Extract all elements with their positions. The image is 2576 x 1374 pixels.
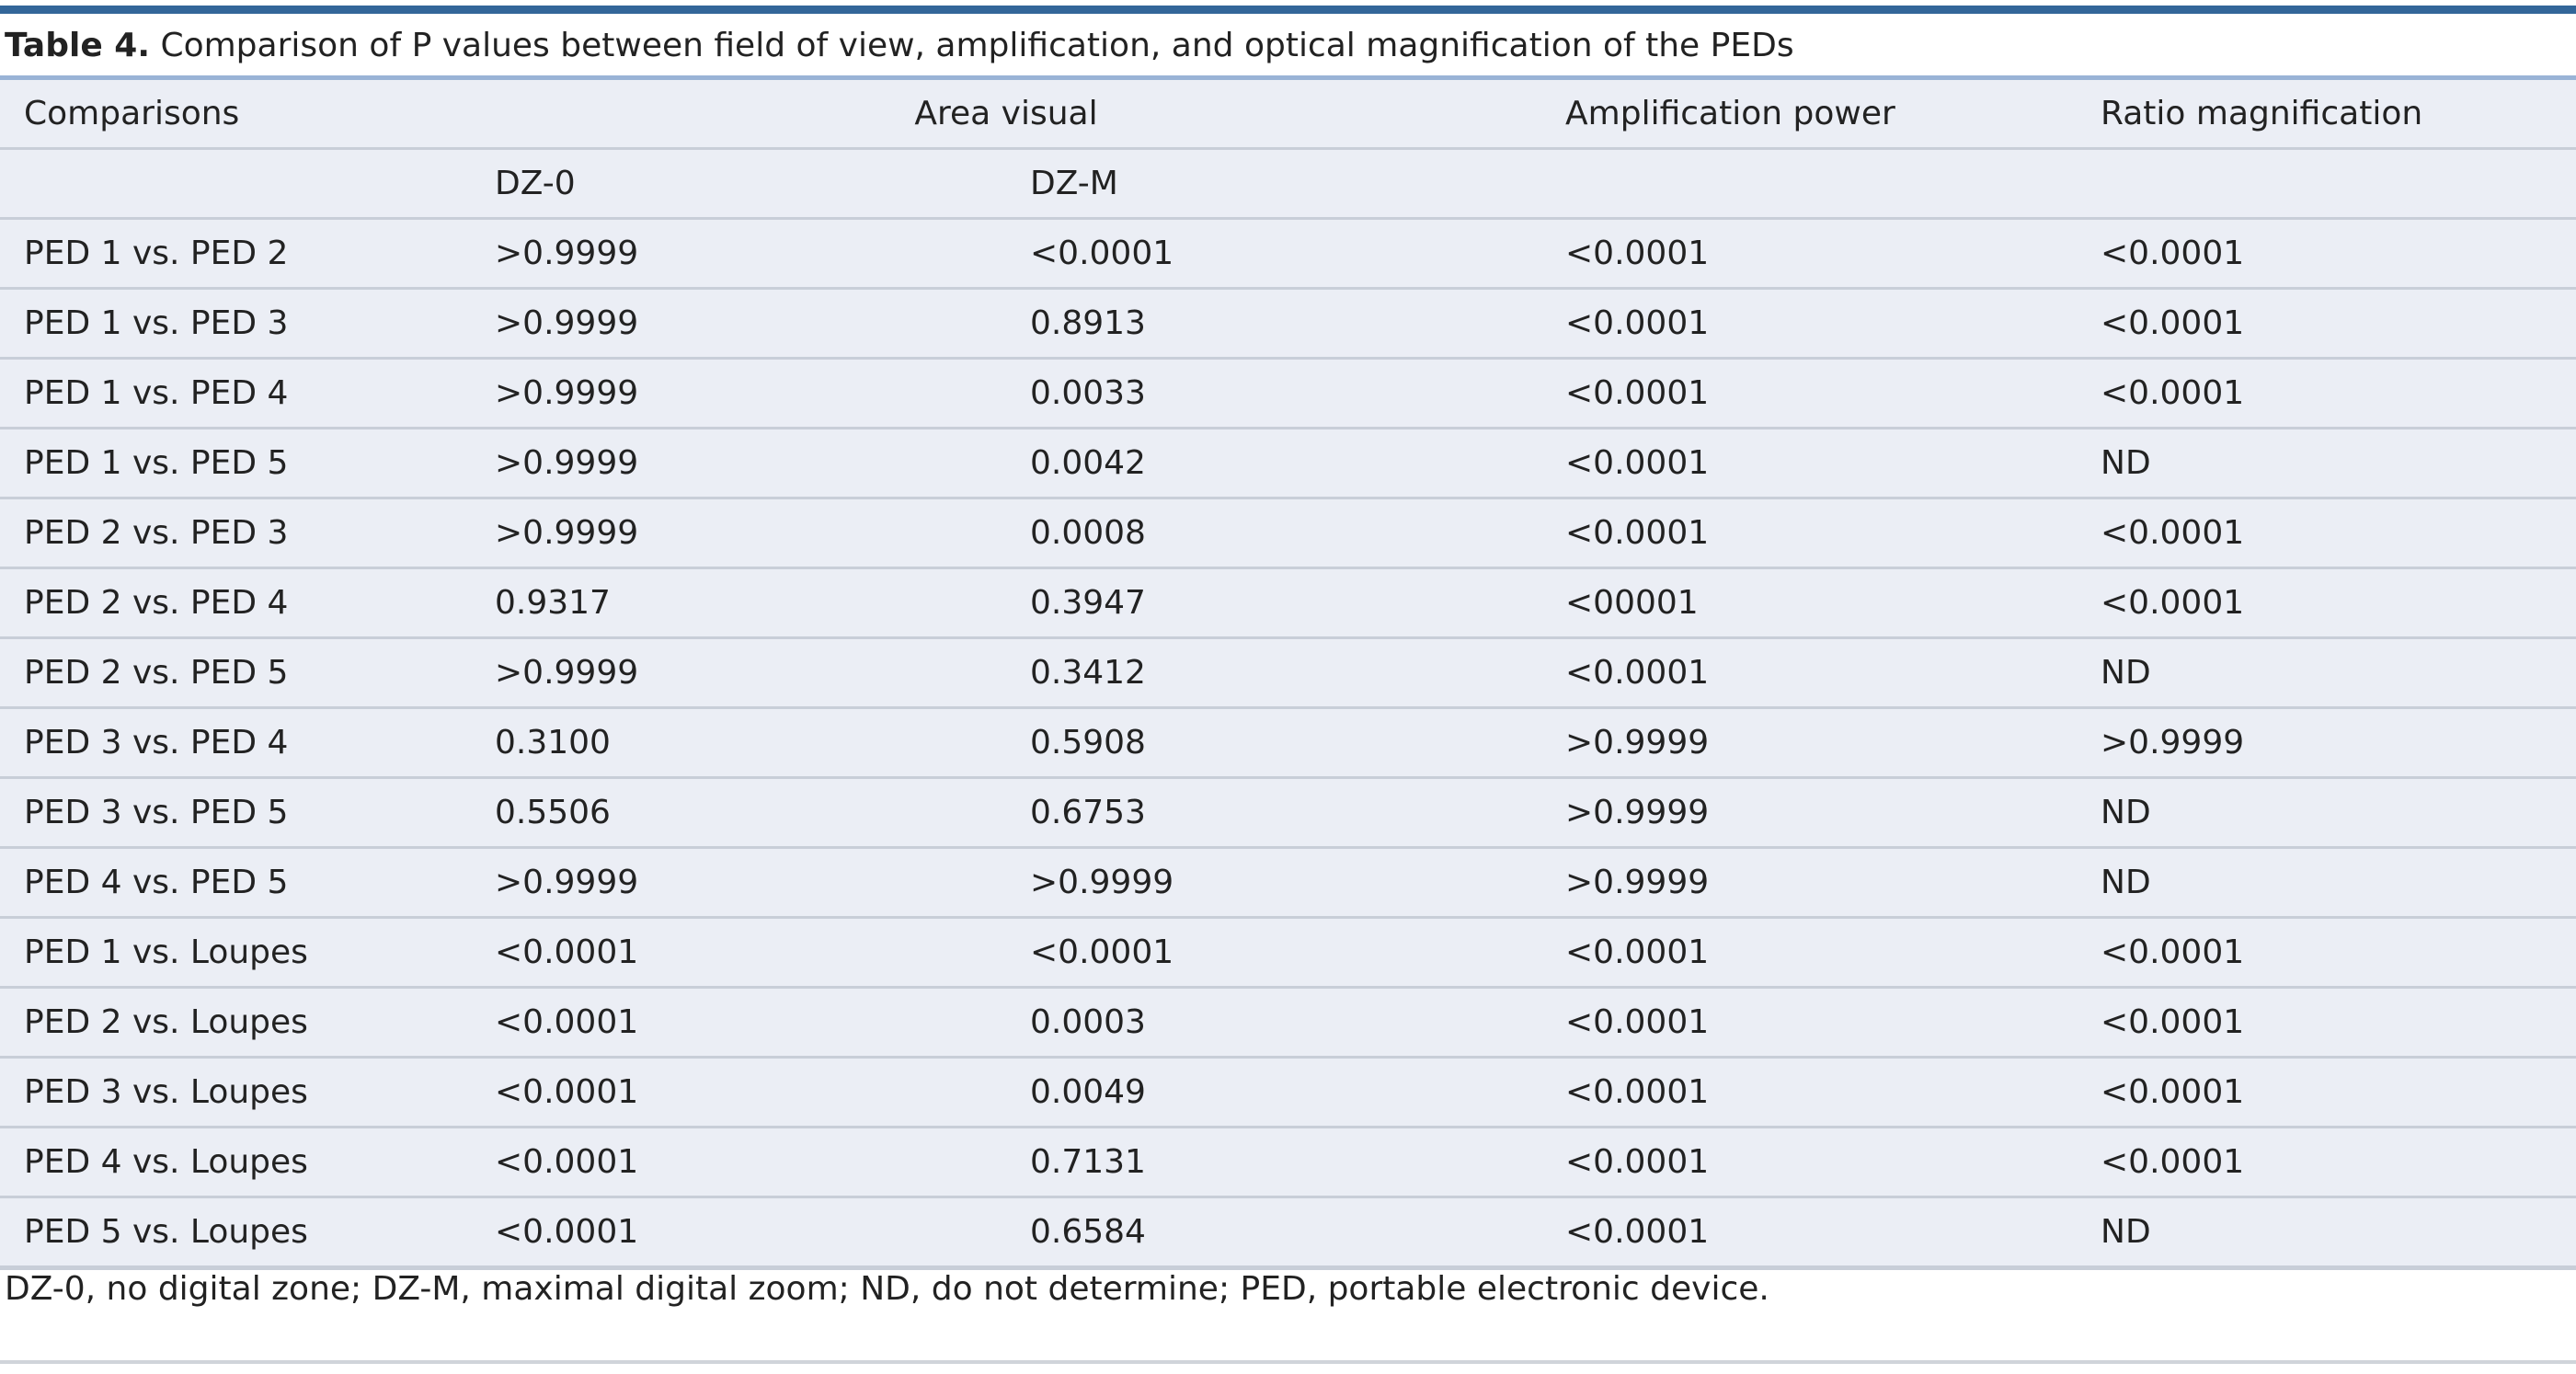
cell-dzm: 0.0033	[1006, 359, 1541, 429]
cell-amplification-power: <0.0001	[1541, 918, 2077, 988]
table-row	[0, 918, 2576, 988]
table-row	[0, 1197, 2576, 1268]
table-body	[0, 219, 2576, 1268]
cell-dzm: 0.3412	[1006, 638, 1541, 708]
subheader-empty	[0, 149, 471, 219]
table-row	[0, 359, 2576, 429]
cell-ratio-magnification: ND	[2077, 1197, 2576, 1268]
cell-dz0: >0.9999	[471, 848, 1006, 918]
cell-amplification-power: <0.0001	[1541, 219, 2077, 289]
table-row	[0, 708, 2576, 778]
table-footnote: DZ-0, no digital zone; DZ-M, maximal digital zoom; ND, do not determine; PED, portable electronic device.	[5, 1270, 1769, 1308]
cell-dz0: >0.9999	[471, 498, 1006, 568]
cell-comparison: PED 3 vs. PED 4	[0, 708, 471, 778]
header-amplification-power: Amplification power	[1541, 80, 2077, 149]
cell-dzm: 0.0008	[1006, 498, 1541, 568]
cell-comparison: PED 1 vs. Loupes	[0, 918, 471, 988]
cell-ratio-magnification: <0.0001	[2077, 568, 2576, 638]
cell-ratio-magnification: <0.0001	[2077, 289, 2576, 359]
header-ratio-magnification: Ratio magnification	[2077, 80, 2576, 149]
subheader-empty	[1541, 149, 2077, 219]
cell-dzm: 0.0003	[1006, 988, 1541, 1058]
cell-ratio-magnification: <0.0001	[2077, 219, 2576, 289]
subheader-row	[0, 149, 2576, 219]
cell-dzm: 0.6584	[1006, 1197, 1541, 1268]
cell-amplification-power: <0.0001	[1541, 1058, 2077, 1128]
cell-dz0: >0.9999	[471, 429, 1006, 498]
cell-amplification-power: <0.0001	[1541, 359, 2077, 429]
cell-comparison: PED 3 vs. Loupes	[0, 1058, 471, 1128]
table-row	[0, 1128, 2576, 1197]
table-row	[0, 498, 2576, 568]
cell-dz0: 0.9317	[471, 568, 1006, 638]
cell-dzm: 0.5908	[1006, 708, 1541, 778]
cell-dzm: 0.3947	[1006, 568, 1541, 638]
cell-dz0: >0.9999	[471, 289, 1006, 359]
cell-comparison: PED 4 vs. Loupes	[0, 1128, 471, 1197]
cell-ratio-magnification: ND	[2077, 638, 2576, 708]
table-label: Table 4.	[5, 27, 150, 64]
cell-comparison: PED 1 vs. PED 4	[0, 359, 471, 429]
cell-ratio-magnification: <0.0001	[2077, 1058, 2576, 1128]
cell-comparison: PED 1 vs. PED 5	[0, 429, 471, 498]
subheader-dz0: DZ-0	[471, 149, 1006, 219]
subheader-empty	[2077, 149, 2576, 219]
cell-amplification-power: <0.0001	[1541, 289, 2077, 359]
cell-comparison: PED 4 vs. PED 5	[0, 848, 471, 918]
table-row	[0, 219, 2576, 289]
header-row	[0, 80, 2576, 149]
cell-dz0: <0.0001	[471, 1128, 1006, 1197]
cell-ratio-magnification: >0.9999	[2077, 708, 2576, 778]
cell-dzm: 0.7131	[1006, 1128, 1541, 1197]
cell-amplification-power: >0.9999	[1541, 848, 2077, 918]
table-row	[0, 988, 2576, 1058]
table-caption	[5, 24, 1794, 68]
cell-dz0: <0.0001	[471, 918, 1006, 988]
cell-amplification-power: <0.0001	[1541, 498, 2077, 568]
p-values-table	[0, 80, 2576, 1270]
cell-dz0: >0.9999	[471, 219, 1006, 289]
cell-amplification-power: <0.0001	[1541, 638, 2077, 708]
cell-comparison: PED 2 vs. PED 5	[0, 638, 471, 708]
top-rule	[0, 6, 2576, 14]
cell-dzm: 0.0049	[1006, 1058, 1541, 1128]
bottom-rule	[0, 1360, 2576, 1364]
cell-ratio-magnification: <0.0001	[2077, 359, 2576, 429]
cell-dz0: <0.0001	[471, 1058, 1006, 1128]
cell-amplification-power: <0.0001	[1541, 429, 2077, 498]
cell-comparison: PED 3 vs. PED 5	[0, 778, 471, 848]
cell-amplification-power: <00001	[1541, 568, 2077, 638]
cell-dzm: 0.8913	[1006, 289, 1541, 359]
table-title: Comparison of P values between field of view, amplification, and optical magnification of the PEDs	[150, 27, 1794, 64]
cell-comparison: PED 2 vs. PED 4	[0, 568, 471, 638]
cell-comparison: PED 1 vs. PED 2	[0, 219, 471, 289]
cell-ratio-magnification: <0.0001	[2077, 918, 2576, 988]
cell-amplification-power: >0.9999	[1541, 778, 2077, 848]
table-row	[0, 1058, 2576, 1128]
table-row	[0, 778, 2576, 848]
table-row	[0, 568, 2576, 638]
cell-amplification-power: <0.0001	[1541, 988, 2077, 1058]
header-comparisons: Comparisons	[0, 80, 471, 149]
cell-dzm: <0.0001	[1006, 918, 1541, 988]
cell-amplification-power: >0.9999	[1541, 708, 2077, 778]
cell-ratio-magnification: ND	[2077, 848, 2576, 918]
table-row	[0, 638, 2576, 708]
cell-comparison: PED 1 vs. PED 3	[0, 289, 471, 359]
cell-dzm: 0.6753	[1006, 778, 1541, 848]
cell-ratio-magnification: <0.0001	[2077, 498, 2576, 568]
cell-ratio-magnification: <0.0001	[2077, 1128, 2576, 1197]
table-row	[0, 289, 2576, 359]
subheader-dzm: DZ-M	[1006, 149, 1541, 219]
cell-ratio-magnification: ND	[2077, 429, 2576, 498]
cell-dzm: 0.0042	[1006, 429, 1541, 498]
cell-amplification-power: <0.0001	[1541, 1197, 2077, 1268]
cell-dz0: >0.9999	[471, 359, 1006, 429]
cell-amplification-power: <0.0001	[1541, 1128, 2077, 1197]
table-row	[0, 848, 2576, 918]
cell-ratio-magnification: ND	[2077, 778, 2576, 848]
cell-dz0: 0.3100	[471, 708, 1006, 778]
header-area-visual: Area visual	[471, 80, 1541, 149]
cell-dz0: >0.9999	[471, 638, 1006, 708]
cell-dz0: <0.0001	[471, 1197, 1006, 1268]
table-row	[0, 429, 2576, 498]
cell-dzm: >0.9999	[1006, 848, 1541, 918]
cell-comparison: PED 2 vs. PED 3	[0, 498, 471, 568]
cell-dz0: <0.0001	[471, 988, 1006, 1058]
cell-dz0: 0.5506	[471, 778, 1006, 848]
cell-comparison: PED 5 vs. Loupes	[0, 1197, 471, 1268]
cell-ratio-magnification: <0.0001	[2077, 988, 2576, 1058]
cell-dzm: <0.0001	[1006, 219, 1541, 289]
cell-comparison: PED 2 vs. Loupes	[0, 988, 471, 1058]
